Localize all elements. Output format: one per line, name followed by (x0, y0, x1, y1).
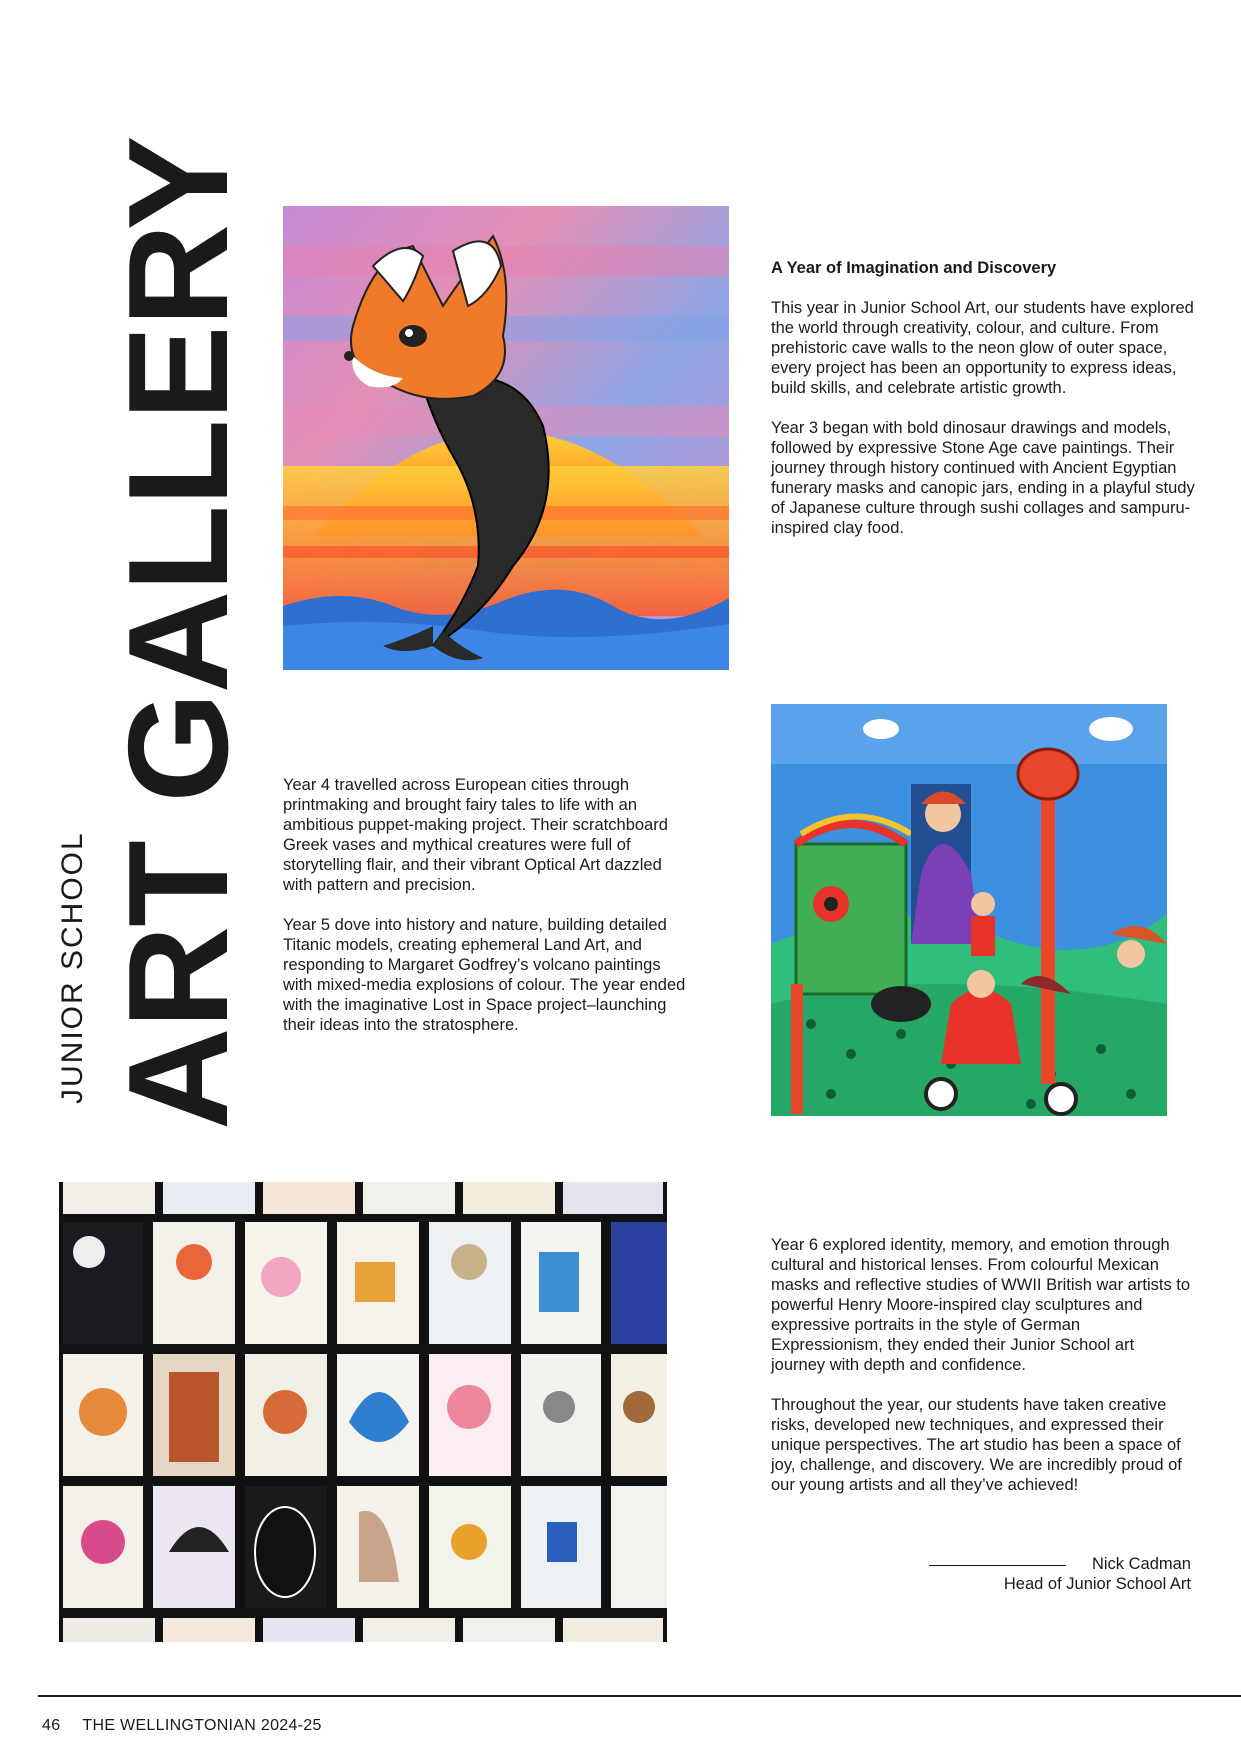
page-number: 46 (42, 1717, 61, 1734)
middle-text-block (283, 775, 693, 1055)
closing-text-block (771, 1235, 1191, 1515)
artwork-fairytale-painting-image (771, 704, 1167, 1116)
year3-paragraph: Year 3 began with bold dinosaur drawings and models, followed by expressive Stone Age cave paintings. Their journey through history continued with Ancient Egyptian funerary masks and canopic jars, ending in a playful study of Japanese culture through sushi collages and sampuru-inspired clay food. (771, 419, 1195, 537)
year6-paragraph: Year 6 explored identity, memory, and emotion through cultural and historical lenses. From colourful Mexican masks and reflective studies of WWII British war artists to powerful Henry Moore-inspired clay sculptures and expressive portraits in the style of German Expressionism, they ended their Junior School art journey with depth and confidence. (771, 1236, 1191, 1374)
page-footer (42, 1717, 344, 1735)
year5-paragraph: Year 5 dove into history and nature, building detailed Titanic models, creating ephemeral Land Art, and responding to Margaret Godfrey’s volcano paintings with mixed-media explosions of colour. The year ended with the imaginative Lost in Space project–launching their ideas into the stratosphere. (283, 916, 686, 1034)
artwork-fox-dolphin-image (283, 206, 729, 670)
signature-role: Head of Junior School Art (1003, 1575, 1191, 1593)
intro-text-block (771, 258, 1201, 558)
throughout-paragraph: Throughout the year, our students have taken creative risks, developed new techniques, and expressed their unique perspectives. The art studio has been a space of joy, challenge, and discovery. We are incredibly proud of our young artists and all they’ve achieved! (771, 1396, 1182, 1494)
page-subtitle: JUNIOR SCHOOL (56, 831, 89, 1104)
intro-paragraph: This year in Junior School Art, our students have explored the world through creativity, colour, and culture. From prehistoric cave walls to the neon glow of outer space, every project has been an opportunity to express ideas, build skills, and celebrate artistic growth. (771, 299, 1194, 397)
signature-line (929, 1565, 1066, 1566)
footer-divider (38, 1695, 1241, 1697)
artwork-wall-display-image (59, 1182, 667, 1642)
year4-paragraph: Year 4 travelled across European cities through printmaking and brought fairy tales to life with an ambitious puppet-making project. Their scratchboard Greek vases and mythical creatures were full of storytelling flair, and their vibrant Optical Art dazzled with pattern and precision. (283, 776, 668, 894)
signature-name: Nick Cadman (1091, 1555, 1191, 1573)
page-title: ART GALLERY (99, 136, 258, 1130)
intro-heading: A Year of Imagination and Discovery (771, 259, 1057, 277)
publication-name: THE WELLINGTONIAN 2024-25 (82, 1717, 322, 1734)
